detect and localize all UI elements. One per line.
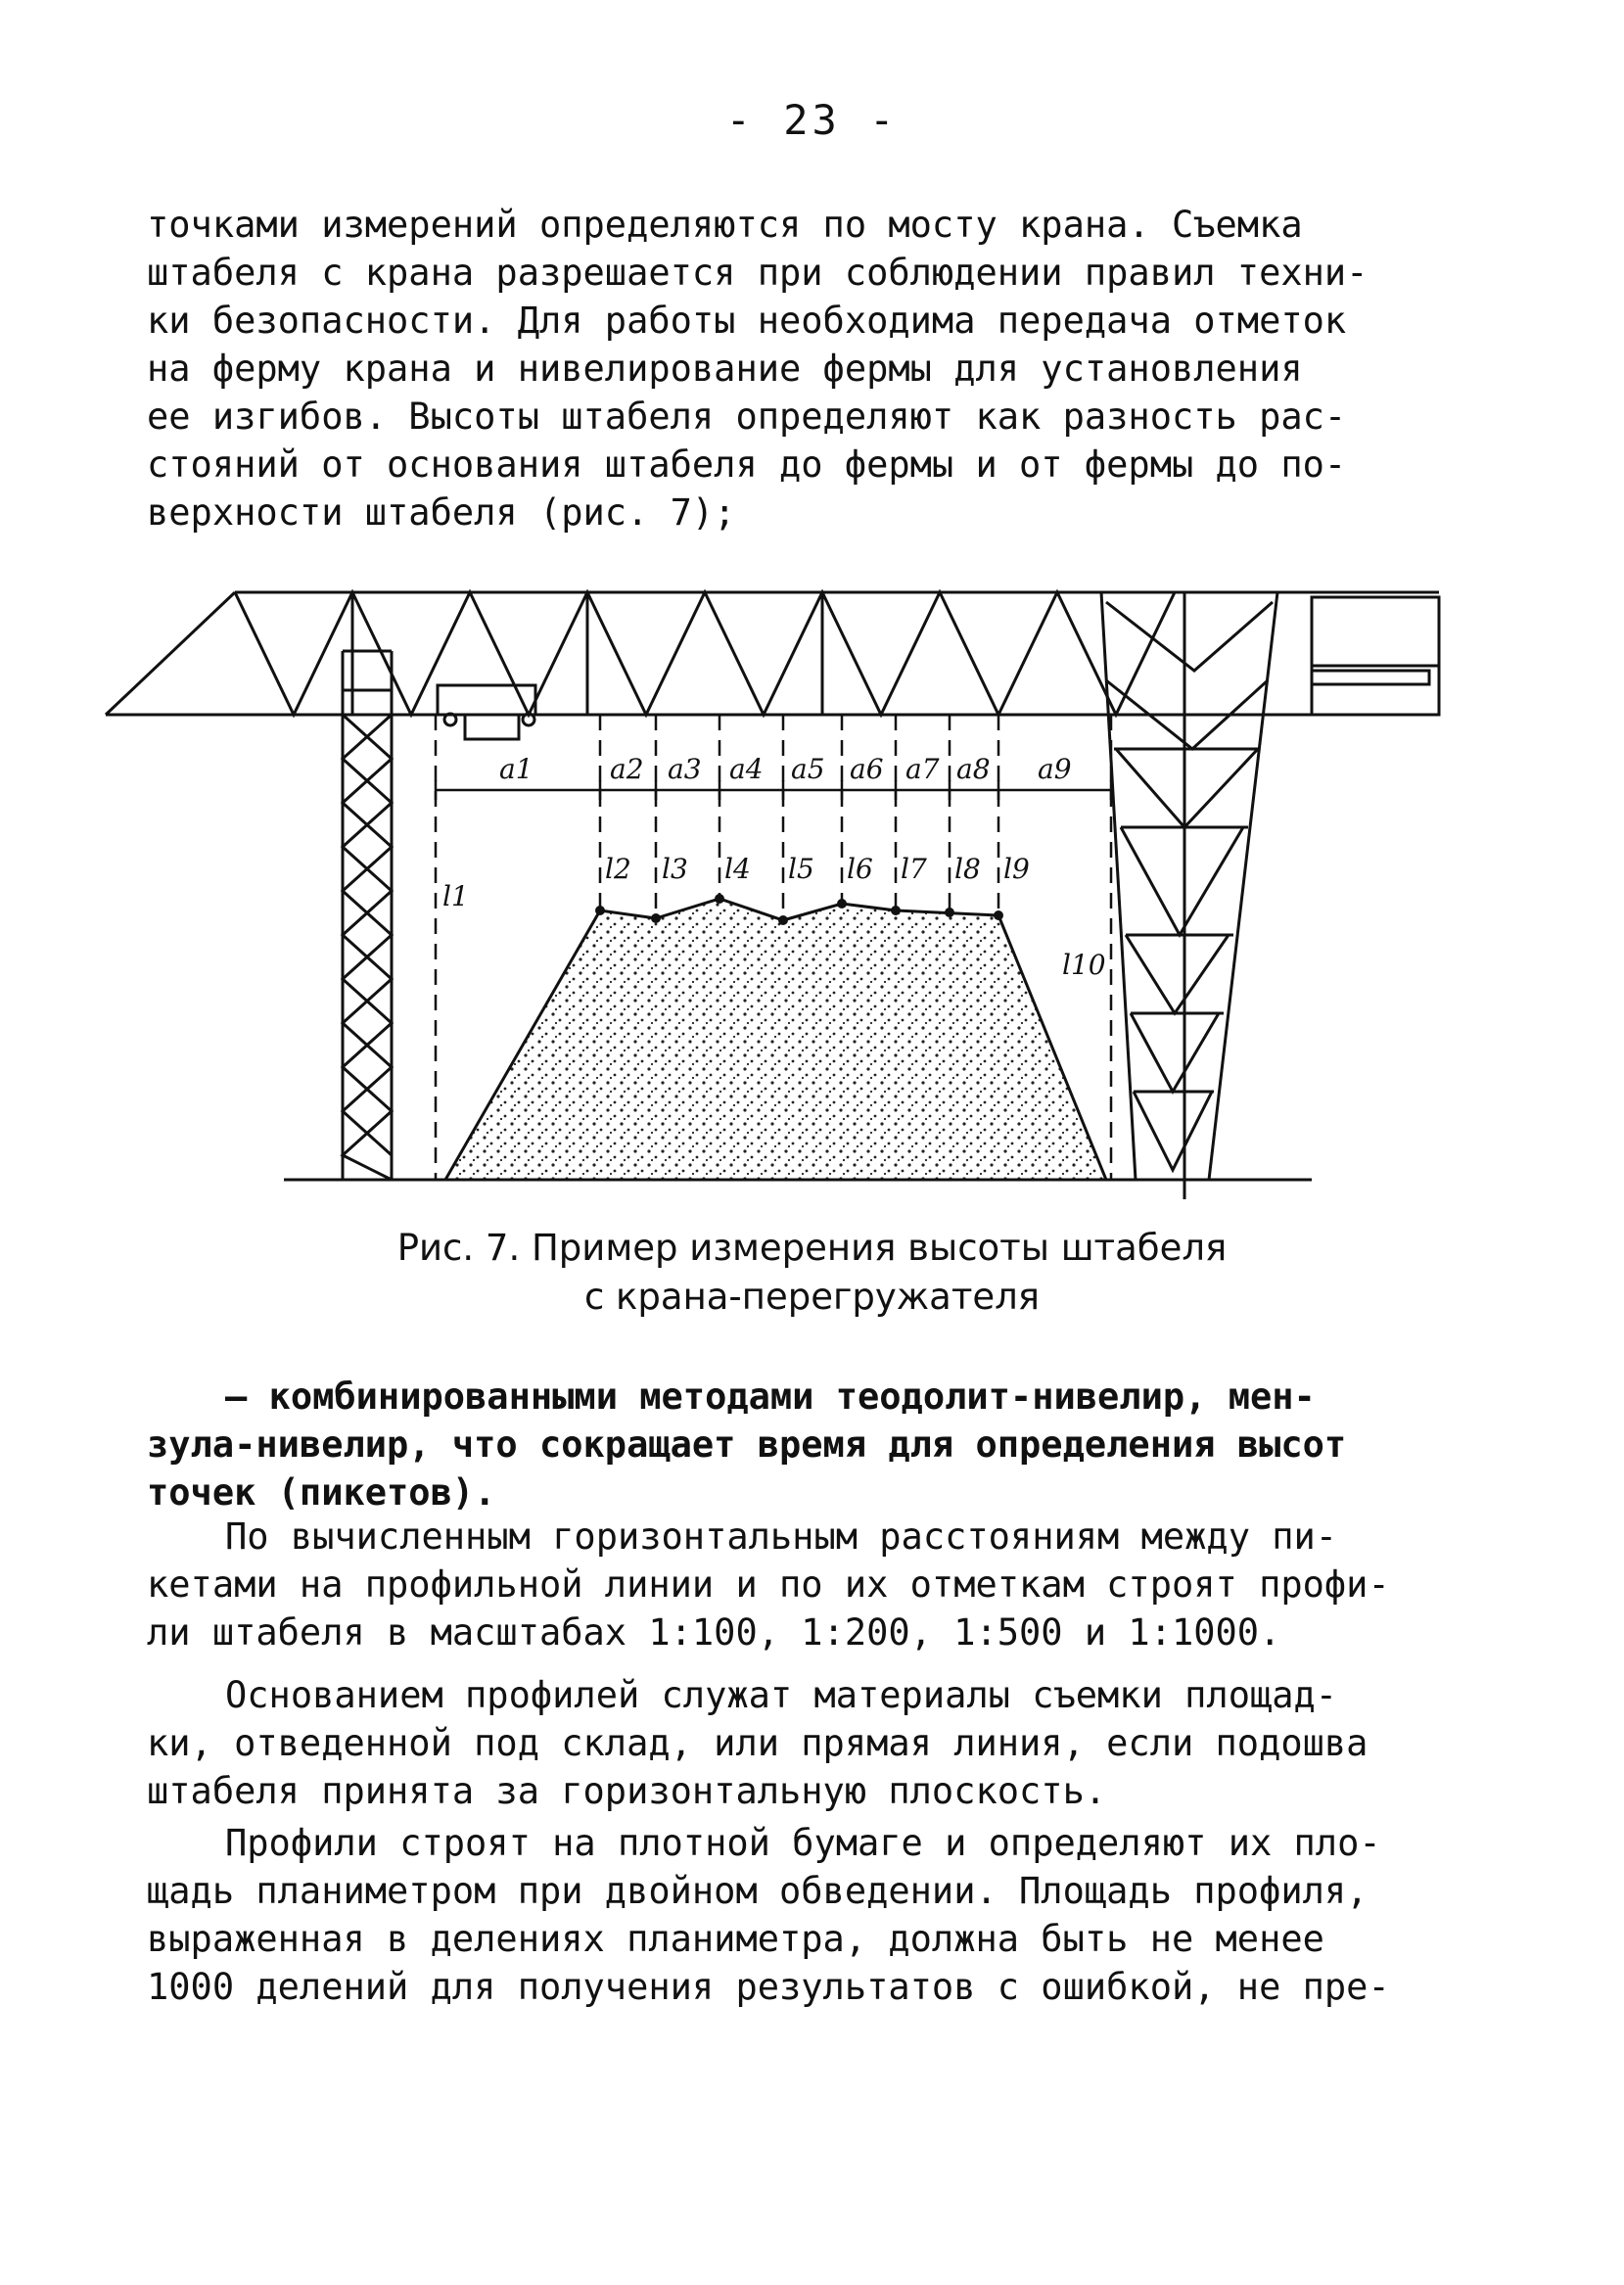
crane-stockpile-figure bbox=[98, 573, 1468, 1199]
label-l3: l3 bbox=[662, 853, 688, 885]
label-l4: l4 bbox=[724, 853, 751, 885]
text-line: зула-нивелир, что сокращает время для определения высот bbox=[147, 1423, 1347, 1466]
label-a7: a7 bbox=[905, 753, 940, 785]
text-line: – комбинированными методами теодолит-нивелир, мен- bbox=[225, 1376, 1316, 1418]
label-l2: l2 bbox=[605, 853, 631, 885]
horizontal-labels bbox=[499, 753, 1072, 785]
label-a8: a8 bbox=[956, 753, 991, 785]
caption-line-2: с крана-перегружателя bbox=[583, 1276, 1041, 1318]
right-support-leg bbox=[1101, 592, 1277, 1199]
caption-line-1: Рис. 7. Пример измерения высоты штабеля bbox=[396, 1227, 1228, 1269]
text-line: Основанием профилей служат материалы съемки площад- bbox=[225, 1674, 1338, 1716]
text-line: штабеля с крана разрешается при соблюдении правил техни- bbox=[147, 252, 1369, 294]
text-line: на ферму крана и нивелирование фермы для установления bbox=[147, 348, 1303, 390]
label-l5: l5 bbox=[788, 853, 814, 885]
paragraph-4 bbox=[147, 1671, 1410, 1815]
label-l9: l9 bbox=[1003, 853, 1030, 885]
left-support-leg bbox=[343, 651, 392, 1180]
text-line: Профили строят на плотной бумаге и определяют их пло- bbox=[225, 1822, 1381, 1864]
label-l8: l8 bbox=[954, 853, 981, 885]
text-line: кетами на профильной линии и по их отметкам строят профи- bbox=[147, 1563, 1390, 1606]
text-line: точек (пикетов). bbox=[147, 1471, 496, 1514]
paragraph-3 bbox=[147, 1513, 1410, 1656]
label-a3: a3 bbox=[668, 753, 702, 785]
label-l10: l10 bbox=[1062, 949, 1106, 981]
paragraph-2 bbox=[147, 1373, 1410, 1516]
label-l6: l6 bbox=[847, 853, 873, 885]
paragraph-5 bbox=[147, 1819, 1410, 2011]
text-line: По вычисленным горизонтальным расстояниям между пи- bbox=[225, 1516, 1338, 1558]
text-line: 1000 делений для получения результатов с ошибкой, не пре- bbox=[147, 1966, 1390, 2008]
text-line: ки безопасности. Для работы необходима передача отметок bbox=[147, 300, 1347, 342]
stockpile bbox=[445, 899, 1106, 1180]
label-a5: a5 bbox=[791, 753, 825, 785]
text-line: ли штабеля в масштабах 1:100, 1:200, 1:500 и 1:1000. bbox=[147, 1611, 1281, 1654]
label-a1: a1 bbox=[499, 753, 534, 785]
paragraph-1 bbox=[147, 201, 1410, 536]
text-line: ее изгибов. Высоты штабеля определяют как разность рас- bbox=[147, 396, 1347, 438]
text-line: выраженная в делениях планиметра, должна быть не менее bbox=[147, 1918, 1324, 1960]
label-a2: a2 bbox=[610, 753, 644, 785]
bridge-truss bbox=[106, 592, 1439, 715]
text-line: верхности штабеля (рис. 7); bbox=[147, 491, 736, 534]
label-a4: a4 bbox=[729, 753, 764, 785]
text-line: точками измерений определяются по мосту крана. Съемка bbox=[147, 204, 1303, 246]
label-a9: a9 bbox=[1038, 753, 1072, 785]
figure-caption bbox=[0, 1224, 1624, 1322]
label-a6: a6 bbox=[850, 753, 884, 785]
trolley bbox=[438, 685, 535, 739]
text-line: ки, отведенной под склад, или прямая линия, если подошва bbox=[147, 1722, 1369, 1764]
text-line: щадь планиметром при двойном обведении. Площадь профиля, bbox=[147, 1870, 1369, 1912]
text-line: стояний от основания штабеля до фермы и от фермы до по- bbox=[147, 443, 1347, 486]
label-l7: l7 bbox=[901, 853, 927, 885]
page-number: - 23 - bbox=[725, 96, 899, 144]
label-l1: l1 bbox=[442, 880, 469, 912]
text-line: штабеля принята за горизонтальную плоскость. bbox=[147, 1770, 1107, 1812]
